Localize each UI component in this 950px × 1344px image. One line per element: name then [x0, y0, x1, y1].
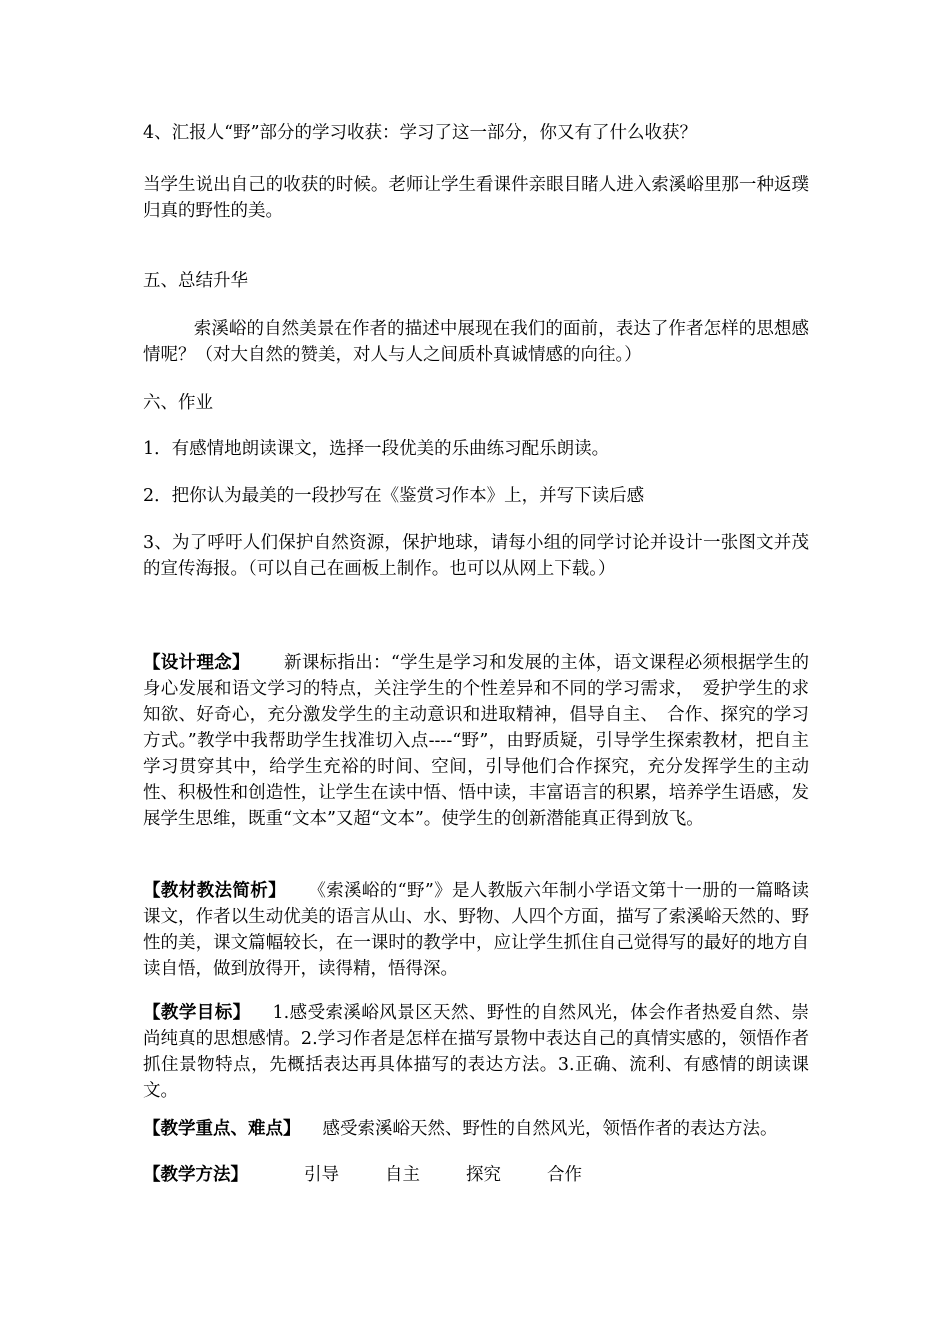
material-analysis-text: 《索溪峪的“野”》是人教版六年制小学语文第十一册的一篇略读课文，作者以生动优美的语言从山、水、野物、人四个方面，描写了索溪峪天然的、野性的美，课文篇幅较长，在一课时的教学中，应让学生抓住自己觉得写的最好的地方自读自悟，做到放得开，读得精，悟得深。: [143, 881, 809, 979]
section-five-title: 五、总结升华: [143, 271, 248, 291]
section-six-title: 六、作业: [143, 393, 213, 413]
key-points-paragraph: [143, 1116, 809, 1142]
section-five-body: 索溪峪的自然美景在作者的描述中展现在我们的面前，表达了作者怎样的思想感情呢？（对大自然的赞美，对人与人之间质朴真诚情感的向往。）: [143, 319, 809, 365]
teaching-goal-text: 1.感受索溪峪风景区天然、野性的自然风光，体会作者热爱自然、崇尚纯真的思想感情。2.学习作者是怎样在描写景物中表达自己的真情实感的，领悟作者抓住景物特点，先概括表达再具体描写的表达方法。3.正确、流利、有感情的朗读课文。: [143, 1003, 810, 1101]
teaching-goal-paragraph: [143, 1000, 809, 1104]
design-concept-text: 新课标指出：“学生是学习和发展的主体，语文课程必须根据学生的身心发展和语文学习的特点，关注学生的个性差异和不同的学习需求， 爱护学生的求知欲、好奇心，充分激发学生的主动意识和进取精神，倡导自主、 合作、探究的学习方式。”教学中我帮助学生找准切入点----“野”，由野质疑，引导学生探索教材，把自主学习贯穿其中，给学生充裕的时间、空间，引导他们合作探究，充分发挥学生的主动性、积极性和创造性，让学生在读中悟、悟中读，丰富语言的积累，培养学生语感，发展学生思维，既重“文本”又超“文本”。使学生的创新潜能真正得到放飞。: [143, 653, 809, 829]
teaching-goal-heading: 【教学目标】: [143, 1003, 251, 1023]
homework-item-1: 1．有感情地朗读课文，选择一段优美的乐曲练习配乐朗读。: [143, 439, 610, 459]
student-harvest-paragraph: 当学生说出自己的收获的时候。老师让学生看课件亲眼目睹人进入索溪峪里那一种返璞归真的野性的美。: [143, 175, 809, 221]
key-points-heading: 【教学重点、难点】: [143, 1119, 301, 1139]
report-paragraph: 4、汇报人“野”部分的学习收获：学习了这一部分，你又有了什么收获？: [143, 123, 698, 143]
method-item: 合作: [547, 1165, 582, 1185]
homework-item-3: 3、为了呼吁人们保护自然资源，保护地球，请每小组的同学讨论并设计一张图文并茂的宣传海报。（可以自己在画板上制作。也可以从网上下载。）: [143, 533, 809, 579]
method-item: 引导: [304, 1165, 339, 1185]
material-analysis-paragraph: [143, 878, 809, 982]
teaching-methods-heading: 【教学方法】: [143, 1165, 248, 1185]
key-points-text: 感受索溪峪天然、野性的自然风光，领悟作者的表达方法。: [322, 1119, 778, 1139]
method-item: 探究: [466, 1165, 501, 1185]
method-item: 自主: [385, 1165, 420, 1185]
material-analysis-heading: 【教材教法简析】: [143, 881, 286, 901]
homework-item-2: 2．把你认为最美的一段抄写在《鉴赏习作本》上，并写下读后感: [143, 486, 645, 506]
design-concept-heading: 【设计理念】: [143, 653, 250, 673]
teaching-methods-row: [143, 1162, 582, 1188]
design-concept-paragraph: [143, 650, 809, 832]
